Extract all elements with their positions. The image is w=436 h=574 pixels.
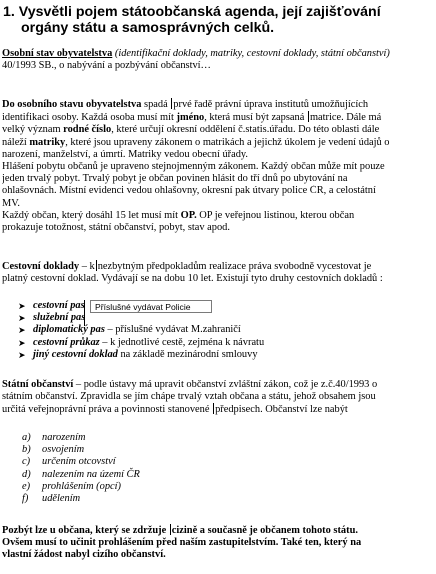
cestovni-list: [2, 300, 436, 361]
bold-term: OP.: [180, 209, 197, 221]
list-marker: b): [22, 444, 31, 456]
title-line-2: orgány státu a samosprávných celků.: [21, 20, 275, 36]
text-span: – podle ústavy má upravit občanství zvláštní zákon, což je z.č.40/1993 o: [73, 379, 378, 390]
page-title: [3, 4, 435, 36]
title-line-1: 1. Vysvětli pojem státoobčanská agenda, její zajišťování: [3, 4, 381, 20]
obcanstvi-term: Státní občanství: [2, 379, 74, 390]
obcanstvi-paragraph: [2, 379, 436, 417]
arrow-bullet-icon: ➤: [18, 337, 26, 348]
list-item: [2, 324, 436, 336]
cestovni-term: Cestovní doklady: [2, 261, 80, 272]
item-term: diplomatický pas: [33, 324, 105, 336]
list-marker: c): [22, 456, 31, 468]
text-line: Hlášení pobytu občanů je upraveno stejnojmenným zákonem. Každý občan může mít pouze: [2, 161, 385, 173]
text-span: OP je veřejnou listinou, kterou občan: [196, 209, 355, 221]
item-rest: na základě mezinárodní smlouvy: [117, 348, 258, 360]
text-span: velký význam: [2, 124, 64, 136]
text-span: předpisech. Občanství lze nabýt: [215, 404, 348, 416]
bold-term: matriky: [29, 136, 66, 148]
text-span: určitá veřejnoprávní práva a povinnosti stanovené: [2, 404, 213, 416]
intro-line-2: 40/1993 SB., o nabývání a pozbývání občanství…: [2, 60, 211, 72]
list-item: [2, 432, 436, 444]
list-item: [2, 456, 436, 468]
list-marker: d): [22, 468, 31, 480]
bold-term: jméno: [176, 112, 205, 124]
text-line: jeden trvalý pobyt. Trvalý pobyt je občan povinen hlásit do tří dnů po ubytování na: [2, 173, 348, 185]
list-text: udělením: [42, 492, 81, 504]
bold-term: rodné číslo: [63, 124, 112, 136]
list-text: osvojením: [42, 444, 85, 456]
text-line: platný cestovní doklad. Vydávají se na dobu 10 let. Existují tyto druhy cestovních dokladů :: [2, 273, 383, 285]
list-item: [2, 312, 436, 324]
list-marker: a): [22, 432, 31, 443]
obcanstvi-list: [2, 432, 436, 505]
list-text: prohlášením (opcí): [42, 480, 121, 492]
text-line: prokazuje totožnost, státní občanství, pobyt, stav apod.: [2, 222, 230, 234]
text-line: státním občanství. Zpravidla se jím chápe trvalý vztah občana a státu, jehož obsahem jsou: [2, 391, 376, 403]
item-term: služební pas: [33, 312, 86, 324]
list-item: [2, 300, 436, 312]
intro-paren: (identifikační doklady, matriky, cestovní doklady, státní občanství): [112, 48, 390, 59]
arrow-bullet-icon: ➤: [18, 301, 26, 311]
text-cursor: [213, 403, 214, 414]
text-span: identifikaci osoby. Každá osoba musí mít: [2, 112, 177, 124]
text-span: , která musí být zapsaná: [204, 112, 307, 124]
item-term: jiný cestovní doklad: [33, 348, 118, 360]
text-span: nezbytným předpokladům realizace práva svobodně vycestovat je: [97, 261, 372, 272]
arrow-bullet-icon: ➤: [18, 313, 26, 324]
item-term: cestovní pas: [33, 300, 85, 311]
text-span: matrice. Dále má: [309, 112, 382, 124]
list-marker: f): [22, 492, 29, 504]
text-cursor: [308, 111, 309, 122]
text-span: Každý občan, který dosáhl 15 let musí mít: [2, 209, 181, 221]
osobni-stav-paragraph: [2, 98, 436, 234]
text-cursor: [96, 260, 97, 271]
text-span: , které jsou upraveny zákonem o matrikách a jejichž úkolem je vedení údajů o: [65, 136, 390, 148]
text-line: Ovšem musí to učinit prohlášením před naším zastupitelstvím. Také ten, který na: [2, 537, 362, 549]
text-line: ohlašovnách. Místní evidenci vedou ohlašovny, okresní pak útvary police ČR, a celostátní: [2, 185, 376, 197]
list-item: [2, 481, 436, 493]
item-rest: – příslušné vydávat M.zahraničí: [104, 324, 241, 336]
text-cursor: [170, 524, 171, 535]
list-item: [2, 444, 436, 456]
pozbyti-paragraph: [2, 524, 436, 562]
text-span: náleží: [2, 136, 30, 148]
list-item: [2, 469, 436, 481]
text-span: , které určují okresní oddělení č.statis.úřadu. Do této oblasti dále: [111, 124, 380, 136]
list-item: [2, 337, 436, 349]
cestovni-doklady-paragraph: [2, 260, 436, 285]
arrow-bullet-icon: ➤: [18, 325, 26, 336]
item-term: cestovní průkaz: [33, 336, 100, 348]
list-text: určením otcovství: [42, 456, 116, 468]
list-item: [2, 349, 436, 361]
list-text: narozením: [42, 432, 86, 443]
text-line: narození, manželství, a úmrtí. Matriky vedou obecní úřady.: [2, 148, 249, 160]
text-span: – k: [79, 261, 95, 272]
list-text: nalezením na území ČR: [42, 468, 140, 480]
list-item: [2, 493, 436, 505]
text-line: MV.: [2, 197, 20, 209]
text-line: vlastní žádost nabyl cizího občanství.: [2, 549, 166, 561]
text-span: cizině a současně je občanem tohoto státu.: [171, 525, 358, 536]
text-span: spadá: [141, 99, 171, 110]
osobni-stav-term: Do osobního stavu obyvatelstva: [2, 99, 142, 110]
text-span: Pozbýt lze u občana, který se zdržuje: [2, 525, 169, 536]
intro-paragraph: [2, 48, 436, 72]
text-span: prvé řadě právní úprava institutů umožňujících: [173, 99, 369, 110]
item-rest: – k jednotlivé cestě, zejména k návratu: [99, 336, 265, 348]
list-marker: e): [22, 480, 31, 492]
comment-tooltip: Příslušné vydávat Policie: [90, 300, 212, 313]
arrow-bullet-icon: ➤: [18, 349, 26, 360]
intro-term: Osobní stav obyvatelstva: [2, 48, 113, 59]
